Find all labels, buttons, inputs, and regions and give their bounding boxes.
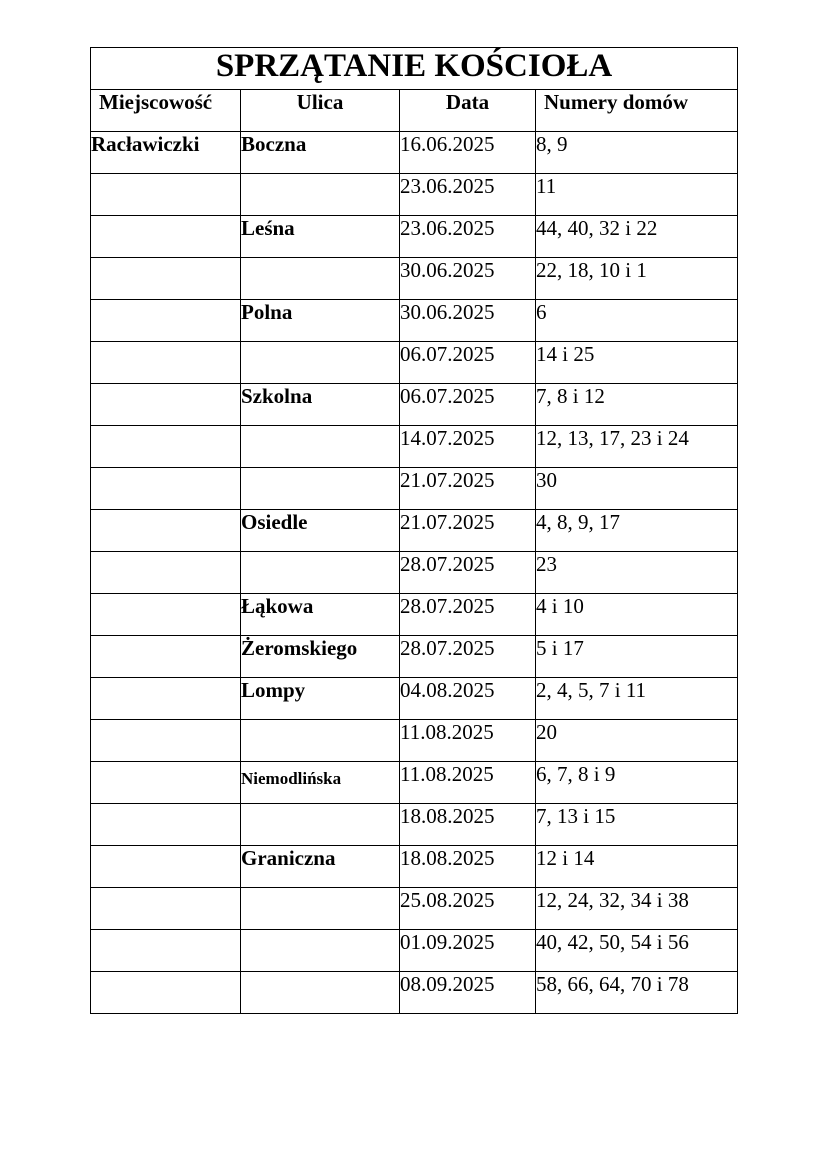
house-numbers-cell: 12, 24, 32, 34 i 38 [536,888,738,930]
house-numbers-cell: 7, 13 i 15 [536,804,738,846]
town-cell [91,216,241,258]
house-numbers-cell: 44, 40, 32 i 22 [536,216,738,258]
street-cell [241,804,400,846]
table-row [91,552,738,594]
table-row [91,930,738,972]
town-cell [91,930,241,972]
table-row [91,888,738,930]
date-cell: 18.08.2025 [400,846,536,888]
title-row [91,48,738,90]
date-cell: 08.09.2025 [400,972,536,1014]
date-cell: 18.08.2025 [400,804,536,846]
date-cell: 06.07.2025 [400,384,536,426]
street-cell: Boczna [241,132,400,174]
street-cell: Niemodlińska [241,762,400,804]
table-row [91,594,738,636]
street-cell [241,468,400,510]
page-title: SPRZĄTANIE KOŚCIOŁA [91,48,738,90]
town-cell [91,888,241,930]
date-cell: 01.09.2025 [400,930,536,972]
street-cell: Łąkowa [241,594,400,636]
date-cell: 04.08.2025 [400,678,536,720]
table-row [91,804,738,846]
town-cell [91,972,241,1014]
town-cell: Racławiczki [91,132,241,174]
date-cell: 30.06.2025 [400,300,536,342]
street-cell [241,720,400,762]
town-cell [91,804,241,846]
street-cell: Osiedle [241,510,400,552]
table-row [91,720,738,762]
town-cell [91,426,241,468]
table-row [91,174,738,216]
table-row [91,132,738,174]
column-header-date: Data [400,90,536,132]
town-cell [91,258,241,300]
house-numbers-cell: 40, 42, 50, 54 i 56 [536,930,738,972]
table-row [91,510,738,552]
table-row [91,258,738,300]
house-numbers-cell: 58, 66, 64, 70 i 78 [536,972,738,1014]
date-cell: 11.08.2025 [400,720,536,762]
town-cell [91,594,241,636]
street-cell [241,426,400,468]
table-row [91,426,738,468]
date-cell: 23.06.2025 [400,216,536,258]
table-row [91,468,738,510]
house-numbers-cell: 30 [536,468,738,510]
table-row [91,636,738,678]
house-numbers-cell: 4 i 10 [536,594,738,636]
date-cell: 06.07.2025 [400,342,536,384]
table-row [91,384,738,426]
header-row [91,90,738,132]
town-cell [91,342,241,384]
street-cell [241,552,400,594]
house-numbers-cell: 20 [536,720,738,762]
cleaning-schedule-table [90,47,738,1014]
date-cell: 11.08.2025 [400,762,536,804]
house-numbers-cell: 12, 13, 17, 23 i 24 [536,426,738,468]
house-numbers-cell: 5 i 17 [536,636,738,678]
town-cell [91,720,241,762]
street-cell: Polna [241,300,400,342]
street-cell [241,258,400,300]
house-numbers-cell: 14 i 25 [536,342,738,384]
table-row [91,762,738,804]
date-cell: 16.06.2025 [400,132,536,174]
house-numbers-cell: 22, 18, 10 i 1 [536,258,738,300]
date-cell: 28.07.2025 [400,594,536,636]
town-cell [91,384,241,426]
street-cell [241,174,400,216]
column-header-houses: Numery domów [536,90,738,132]
date-cell: 21.07.2025 [400,468,536,510]
street-cell [241,888,400,930]
town-cell [91,510,241,552]
street-cell: Lompy [241,678,400,720]
street-cell: Graniczna [241,846,400,888]
table-row [91,216,738,258]
street-cell: Żeromskiego [241,636,400,678]
house-numbers-cell: 11 [536,174,738,216]
table-row [91,972,738,1014]
town-cell [91,174,241,216]
column-header-street: Ulica [241,90,400,132]
street-cell [241,342,400,384]
house-numbers-cell: 6 [536,300,738,342]
date-cell: 23.06.2025 [400,174,536,216]
date-cell: 30.06.2025 [400,258,536,300]
house-numbers-cell: 7, 8 i 12 [536,384,738,426]
date-cell: 28.07.2025 [400,552,536,594]
house-numbers-cell: 8, 9 [536,132,738,174]
house-numbers-cell: 6, 7, 8 i 9 [536,762,738,804]
street-cell: Szkolna [241,384,400,426]
street-cell: Leśna [241,216,400,258]
town-cell [91,678,241,720]
house-numbers-cell: 12 i 14 [536,846,738,888]
town-cell [91,762,241,804]
table-row [91,846,738,888]
date-cell: 28.07.2025 [400,636,536,678]
town-cell [91,552,241,594]
column-header-town: Miejscowość [91,90,241,132]
table-row [91,300,738,342]
date-cell: 25.08.2025 [400,888,536,930]
date-cell: 14.07.2025 [400,426,536,468]
table-row [91,342,738,384]
street-cell [241,972,400,1014]
street-cell [241,930,400,972]
house-numbers-cell: 4, 8, 9, 17 [536,510,738,552]
house-numbers-cell: 2, 4, 5, 7 i 11 [536,678,738,720]
date-cell: 21.07.2025 [400,510,536,552]
town-cell [91,636,241,678]
town-cell [91,846,241,888]
town-cell [91,300,241,342]
house-numbers-cell: 23 [536,552,738,594]
town-cell [91,468,241,510]
table-row [91,678,738,720]
